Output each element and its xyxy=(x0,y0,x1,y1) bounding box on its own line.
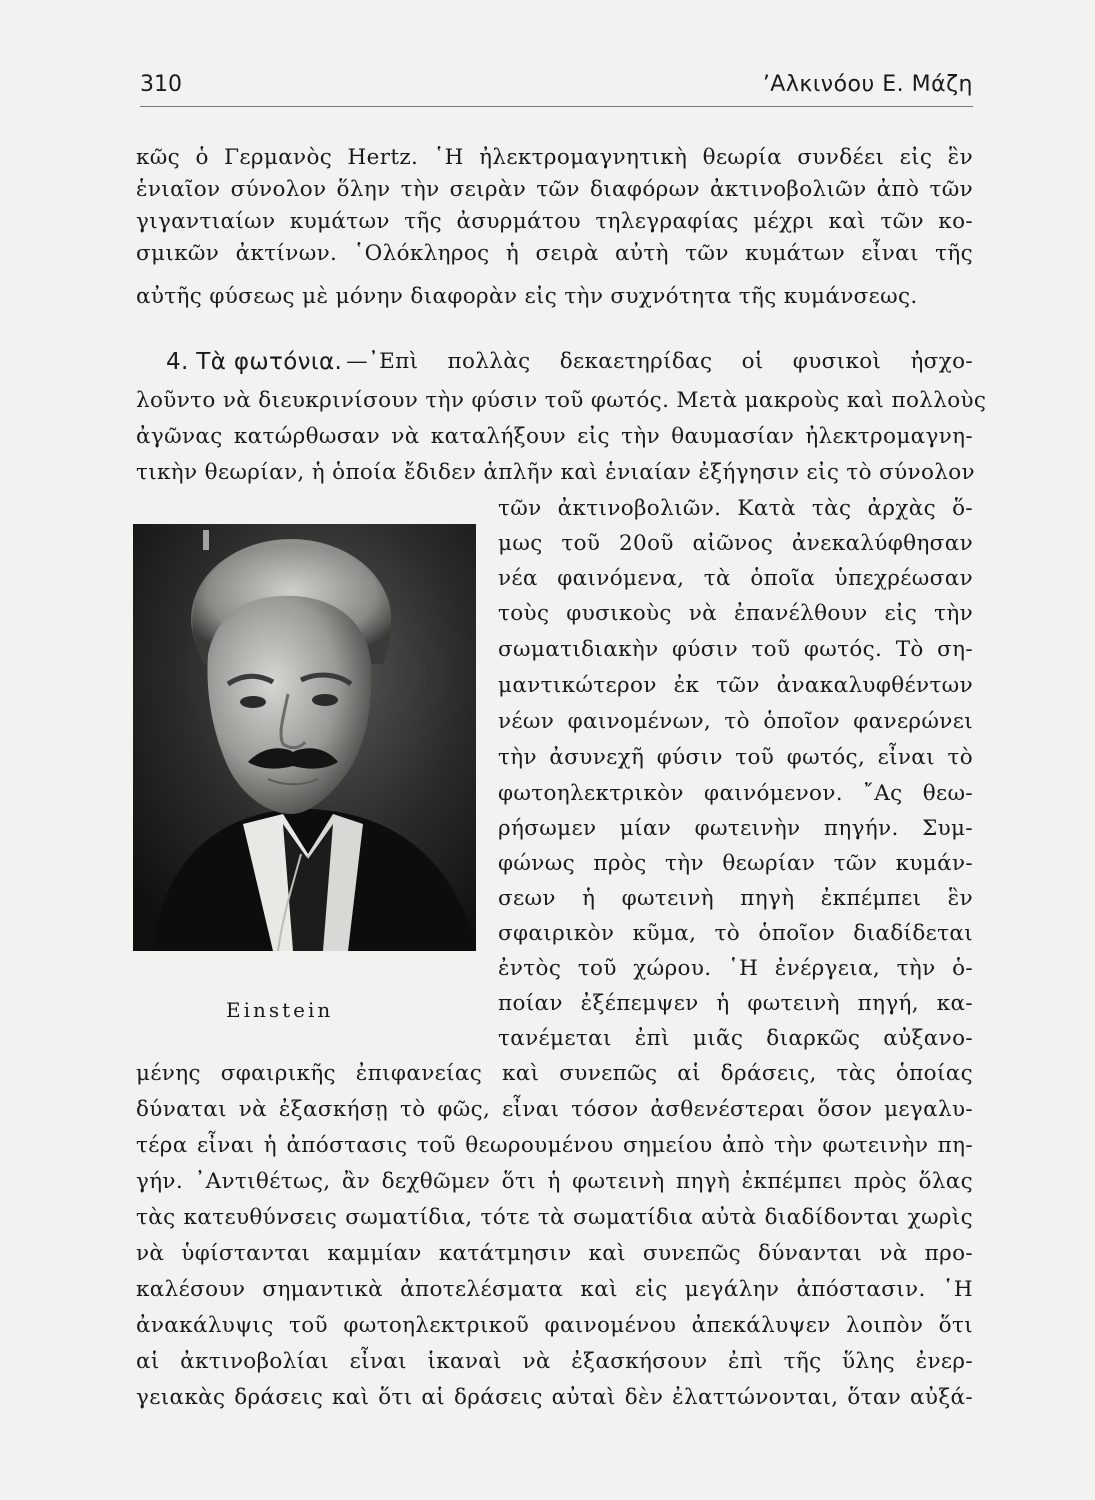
page-number: 310 xyxy=(140,72,182,97)
text-line: φωτοηλεκτρικὸν φαινόμενον. ῎Ας θεω- xyxy=(498,781,973,806)
text-line: ἑνιαῖον σύνολον ὅλην τὴν σειρὰν τῶν διαφόρων ἀκτινοβολιῶν ἀπὸ τῶν xyxy=(136,177,973,202)
text-line: μως τοῦ 20οῦ αἰῶνος ἀνεκαλύφθησαν xyxy=(498,531,973,556)
running-head: ’Αλκινόου Ε. Μάζη xyxy=(762,72,973,97)
text-line: σμικῶν ἀκτίνων. ῾Ολόκληρος ἡ σειρὰ αὐτὴ τῶν κυμάτων εἶναι τῆς xyxy=(136,241,973,266)
text-line: —᾽Επὶ πολλὰς δεκαετηρίδας οἱ φυσικοὶ ἠσχο- xyxy=(346,349,973,374)
text-line: τέρα εἶναι ἡ ἀπόστασις τοῦ θεωρουμένου σημείου ἀπὸ τὴν φωτεινὴν πη- xyxy=(136,1133,973,1158)
text-line: γιγαντιαίων κυμάτων τῆς ἀσυρμάτου τηλεγραφίας μέχρι καὶ τῶν κο- xyxy=(136,209,973,234)
text-line: γήν. ᾽Αντιθέτως, ἂν δεχθῶμεν ὅτι ἡ φωτεινὴ πηγὴ ἐκπέμπει πρὸς ὅλας xyxy=(136,1169,973,1194)
text-line: τῶν ἀκτινοβολιῶν. Κατὰ τὰς ἀρχὰς ὅ- xyxy=(498,496,973,521)
text-line: νέων φαινομένων, τὸ ὁποῖον φανερώνει xyxy=(498,709,973,734)
text-line: αὐτῆς φύσεως μὲ μόνην διαφορὰν εἰς τὴν συχνότητα τῆς κυμάνσεως. xyxy=(136,284,918,309)
header-rule xyxy=(140,106,973,107)
text-line: κῶς ὁ Γερμανὸς Hertz. ῾Η ἠλεκτρομαγνητικὴ θεωρία συνδέει εἰς ἓν xyxy=(136,145,973,170)
text-line: τανέμεται ἐπὶ μιᾶς διαρκῶς αὐξανο- xyxy=(498,1026,973,1051)
text-line: νέα φαινόμενα, τὰ ὁποῖα ὑπεχρέωσαν xyxy=(498,566,973,591)
text-line: λοῦντο νὰ διευκρινίσουν τὴν φύσιν τοῦ φωτός. Μετὰ μακροὺς καὶ πολλοὺς xyxy=(136,388,987,413)
text-line: ἀνακάλυψις τοῦ φωτοηλεκτρικοῦ φαινομένου ἀπεκάλυψεν λοιπὸν ὅτι xyxy=(136,1313,973,1338)
section-heading: 4. Τὰ φωτόνια. xyxy=(166,349,343,375)
text-line: σφαιρικὸν κῦμα, τὸ ὁποῖον διαδίδεται xyxy=(498,921,973,946)
text-line: ἀγῶνας κατώρθωσαν νὰ καταλήξουν εἰς τὴν θαυμασίαν ἠλεκτρομαγνη- xyxy=(136,424,973,449)
section-first-line xyxy=(166,348,973,376)
einstein-portrait xyxy=(133,524,476,951)
text-line: φώνως πρὸς τὴν θεωρίαν τῶν κυμάν- xyxy=(498,851,973,876)
text-line: καλέσουν σημαντικὰ ἀποτελέσματα καὶ εἰς μεγάλην ἀπόστασιν. ῾Η xyxy=(136,1277,973,1302)
page-header xyxy=(140,72,973,108)
text-line: ἐντὸς τοῦ χώρου. ῾Η ἐνέργεια, τὴν ὁ- xyxy=(498,956,973,981)
text-line: μαντικώτερον ἐκ τῶν ἀνακαλυφθέντων xyxy=(498,673,973,698)
text-line: τοὺς φυσικοὺς νὰ ἐπανέλθουν εἰς τὴν xyxy=(498,601,973,626)
text-line: τικὴν θεωρίαν, ἡ ὁποία ἔδιδεν ἁπλῆν καὶ ἑνιαίαν ἐξήγησιν εἰς τὸ σύνολον xyxy=(136,460,975,485)
text-line: αἱ ἀκτινοβολίαι εἶναι ἱκαναὶ νὰ ἐξασκήσουν ἐπὶ τῆς ὕλης ἐνερ- xyxy=(136,1349,973,1374)
text-line: τὴν ἀσυνεχῆ φύσιν τοῦ φωτός, εἶναι τὸ xyxy=(498,745,973,770)
text-line: δύναται νὰ ἐξασκήσῃ τὸ φῶς, εἶναι τόσον ἀσθενέστεραι ὅσον μεγαλυ- xyxy=(136,1097,973,1122)
text-line: γειακὰς δράσεις καὶ ὅτι αἱ δράσεις αὐταὶ δὲν ἐλαττώνονται, ὅταν αὐξά- xyxy=(136,1385,973,1410)
text-line: νὰ ὑφίστανται καμμίαν κατάτμησιν καὶ συνεπῶς δύνανται νὰ προ- xyxy=(136,1241,973,1266)
text-line: σεων ἡ φωτεινὴ πηγὴ ἐκπέμπει ἓν xyxy=(498,886,973,911)
text-line: ρήσωμεν μίαν φωτεινὴν πηγήν. Συμ- xyxy=(498,816,973,841)
figure-caption: Einstein xyxy=(226,998,334,1022)
text-line: σωματιδιακὴν φύσιν τοῦ φωτός. Τὸ ση- xyxy=(498,637,973,662)
text-line: ποίαν ἐξέπεμψεν ἡ φωτεινὴ πηγή, κα- xyxy=(498,991,973,1016)
text-line: τὰς κατευθύνσεις σωματίδια, τότε τὰ σωματίδια αὐτὰ διαδίδονται χωρὶς xyxy=(136,1205,973,1230)
text-line: μένης σφαιρικῆς ἐπιφανείας καὶ συνεπῶς αἱ δράσεις, τὰς ὁποίας xyxy=(136,1061,973,1086)
